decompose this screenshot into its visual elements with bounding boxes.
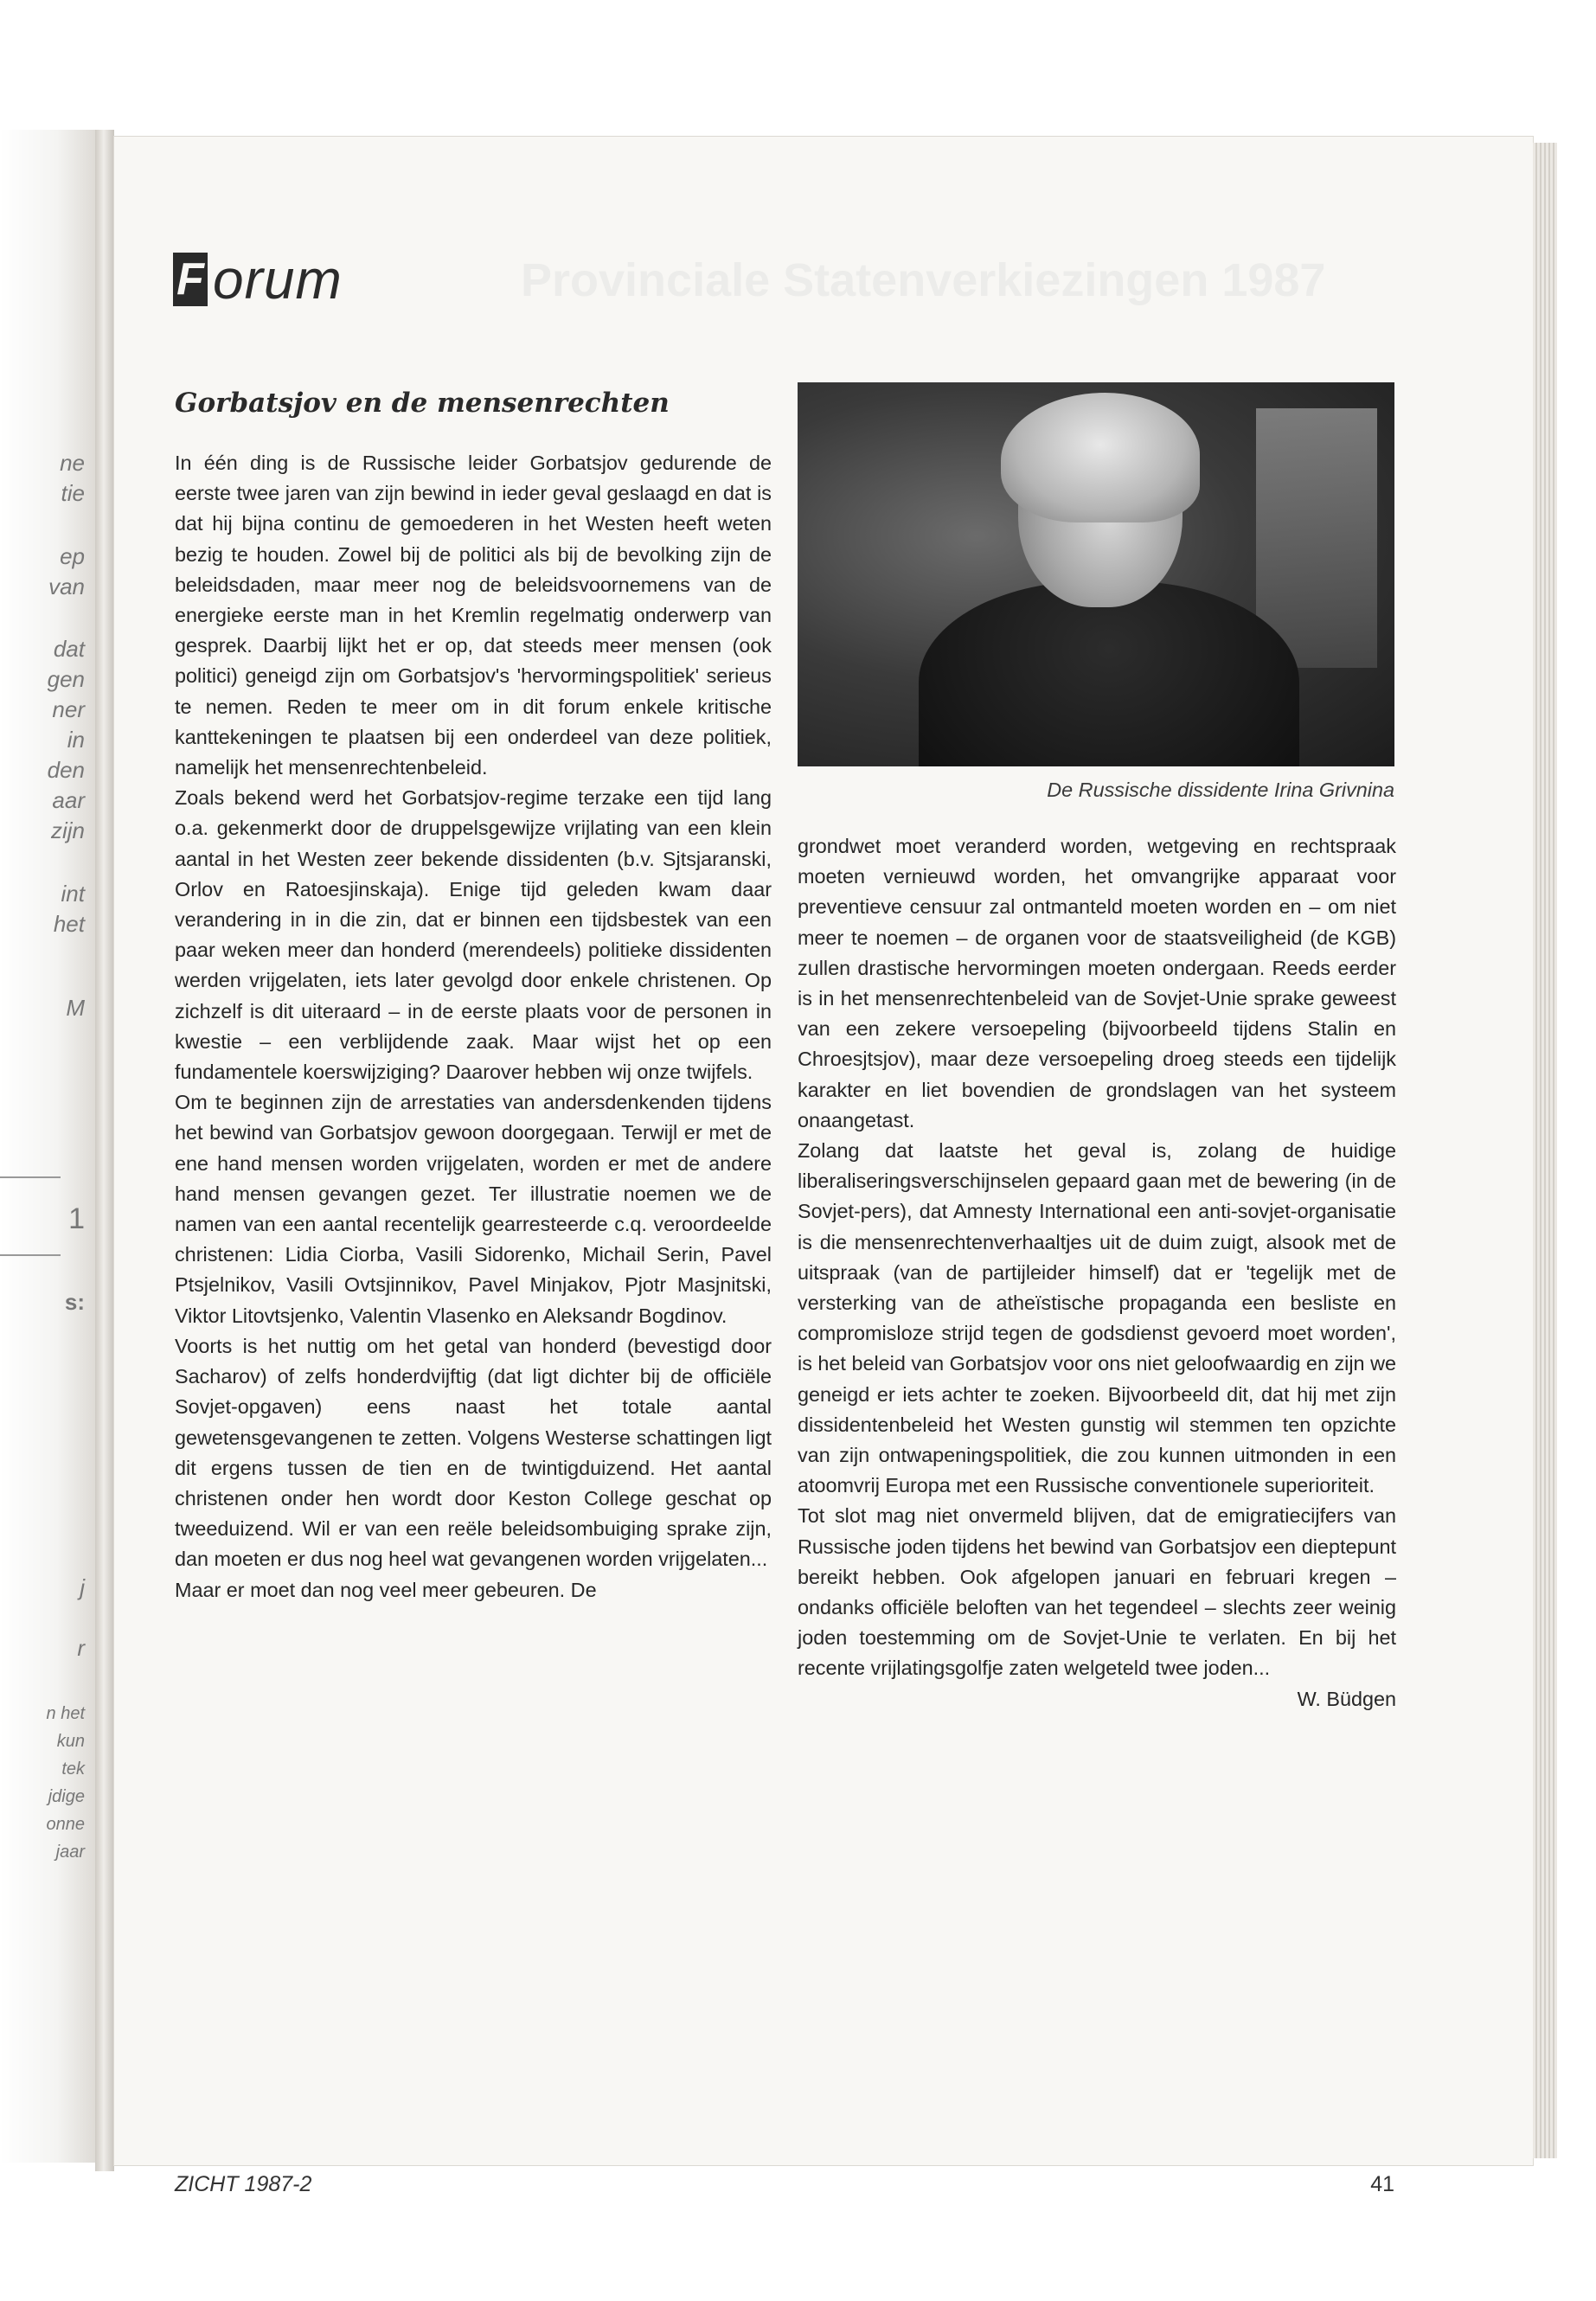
adjacent-page-edge <box>0 130 95 2163</box>
article-paragraph: In één ding is de Russische leider Gorbatsjov gedurende de eerste twee jaren van zijn bewind in ieder geval geslaagd en dat is dat hij bijna continu de gemoederen in het Westen heeft weten bezig te houden. Zowel bij de politici als bij de bevolking zijn de beleidsdaden, maar meer nog de beleidsvoornemens van de energieke eerste man in het Kremlin regelmatig onderwerp van gesprek. Daarbij lijkt het er op, dat steeds meer mensen (ook politici) geneigd zijn om Gorbatsjov's 'hervormingspolitiek' serieus te nemen. Reden te meer om in dit forum enkele kritische kanttekeningen te plaatsen bij een onderdeel van deze politiek, namelijk het mensenrechtenbeleid. <box>175 452 772 779</box>
adjacent-page-fragment: den <box>47 757 85 783</box>
adjacent-page-fragment: jdige <box>48 1787 85 1806</box>
adjacent-page-fragment: in <box>67 727 85 753</box>
adjacent-page-fragment: ne <box>60 450 85 476</box>
adjacent-page-fragment: dat <box>53 636 85 662</box>
adjacent-page-fragment: van <box>48 574 85 599</box>
photo-background-window <box>1256 408 1377 668</box>
adjacent-page-fragment: int <box>61 881 85 907</box>
adjacent-page-fragment: tek <box>61 1759 85 1779</box>
adjacent-page-fragment: n het <box>46 1704 85 1723</box>
adjacent-page-fragment: j <box>80 1574 85 1600</box>
adjacent-page-fragment: gen <box>47 666 85 692</box>
adjacent-page-fragment: kun <box>56 1732 85 1751</box>
adjacent-page-fragment: r <box>77 1635 85 1661</box>
book-spine <box>95 130 114 2171</box>
magazine-page <box>114 137 1533 2196</box>
adjacent-page-fragment: jaar <box>55 1843 85 1862</box>
adjacent-page-fragment: tie <box>61 480 85 506</box>
adjacent-page-fragment: het <box>53 911 85 937</box>
adjacent-page-fragment: M <box>66 995 85 1021</box>
adjacent-page-fragment: ep <box>60 543 85 569</box>
adjacent-page-fragment: ner <box>52 696 85 722</box>
forum-logo-letter: F <box>173 253 208 306</box>
author-signature: W. Büdgen <box>1297 1687 1396 1710</box>
bleed-through-title: Provinciale Statenverkiezingen 1987 <box>521 254 1326 306</box>
article-paragraph: Zoals bekend werd het Gorbatsjov-regime terzake een tijd lang o.a. gekenmerkt door de druppelsgewijze vrijlating van een klein aantal in het Westen zeer bekende dissidenten (b.v. Sjtsjaranski, Orlov en Ratoesjinskaja). Enige tijd geleden kwam daar verandering in in die zin, dat er binnen een tijdsbestek van een paar weken meer dan honderd (merendeels) politieke dissidenten werden vrijgelaten, iets later gevolgd door enkele christenen. Op zichzelf is dit uiteraard – in de eerste plaats voor de personen in kwestie – een verblijdende zaak. Maar wijst het op een fundamentele koerswijziging? Daarover hebben wij onze twijfels. <box>175 786 772 1084</box>
adjacent-page-fragment: 1 <box>68 1202 85 1235</box>
article-paragraph: Zolang dat laatste het geval is, zolang de huidige liberaliseringsverschijnselen gepaard gaan met de bewering (in de Sovjet-pers), dat Amnesty International een anti-sovjet-organisatie is die mensenrechtenverhaaltjes uit de duim zuigt, alsook met de uitspraak (van de partijleider himself) dat er 'tegelijk met de versterking van de atheïstische propaganda een besliste en compromisloze strijd tegen de godsdienst gevoerd moet worden', is het beleid van Gorbatsjov voor ons niet geloofwaardig en zijn we geneigd er iets achter te zoeken. Bijvoorbeeld dit, dat hij met zijn dissidentenbeleid het Westen gunstig wil stemmen ten opzichte van zijn ontwapeningspolitiek, die zou kunnen uitmonden in een atoomvrij Europa met een Russische conventionele superioriteit. <box>798 1139 1396 1497</box>
photo-caption: De Russische dissidente Irina Grivnina <box>1047 779 1394 801</box>
article-paragraph: Maar er moet dan nog veel meer gebeuren. De <box>175 1578 597 1601</box>
photo-figure-coat <box>919 581 1299 766</box>
adjacent-page-rule <box>0 1176 61 1178</box>
article-paragraph: Voorts is het nuttig om het getal van honderd (bevestigd door Sacharov) of zelfs honderdvijftig (dat ligt dichter bij de officiële Sovjet-opgaven) eens naast het totale aantal gewetensgevangenen te zetten. Volgens Westerse schattingen ligt dit ergens tussen de tien en de twintigduizend. Het aantal christenen onder hen wordt door Keston College geschat op tweeduizend. Wil er van een reële beleidsombuiging sprake zijn, dan moeten er dus nog heel wat gevangenen worden vrijgelaten... <box>175 1334 772 1571</box>
article-paragraph: Tot slot mag niet onvermeld blijven, dat de emigratiecijfers van Russische joden tijdens het bewind van Gorbatsjov een dieptepunt bereikt hebben. Ook afgelopen januari en februari kregen – ondanks officiële beloften van het tegendeel – slechts zeer weinig joden toestemming om de Sovjet-Unie te verlaten. En bij het recente vrijlatingsgolfje zaten welgeteld twee joden... <box>798 1504 1396 1680</box>
publication-footer: ZICHT 1987-2 <box>175 2172 312 2196</box>
article-column-left <box>175 448 772 1606</box>
adjacent-page-fragment: aar <box>52 787 85 813</box>
adjacent-page-fragment: s: <box>64 1289 85 1315</box>
adjacent-page-rule <box>0 1254 61 1256</box>
page-stack-edge <box>1533 143 1557 2158</box>
photo-figure-hair <box>1001 393 1200 522</box>
dissident-photo <box>798 382 1394 766</box>
forum-logo <box>173 245 343 314</box>
page-number: 41 <box>1370 2172 1394 2196</box>
forum-logo-word: orum <box>213 248 343 311</box>
article-column-right <box>798 831 1396 1715</box>
adjacent-page-fragment: onne <box>46 1815 85 1834</box>
article-title: Gorbatsjov en de mensenrechten <box>175 388 670 419</box>
article-paragraph: grondwet moet veranderd worden, wetgeving en rechtspraak moeten vernieuwd worden, het omvangrijke apparaat voor preventieve censuur zal ontmanteld moeten worden en – om niet meer te noemen – de organen voor de staatsveiligheid (de KGB) zullen drastische hervormingen moeten ondergaan. Reeds eerder is in het mensenrechtenbeleid van de Sovjet-Unie sprake geweest van een zekere versoepeling (bijvoorbeeld tijdens Stalin en Chroesjtsjov), maar deze versoepeling droeg steeds een tijdelijk karakter en liet bovendien de grondslagen van het systeem onaangetast. <box>798 835 1396 1131</box>
adjacent-page-fragment: zijn <box>50 817 85 843</box>
article-paragraph: Om te beginnen zijn de arrestaties van andersdenkenden tijdens het bewind van Gorbatsjov gewoon doorgegaan. Terwijl er met de ene hand mensen worden vrijgelaten, worden er met de andere hand mensen gevangen gezet. Ter illustratie noemen we de namen van een aantal recentelijk gearresteerde c.q. veroordeelde christenen: Lidia Ciorba, Vasili Sidorenko, Michail Serin, Pavel Ptsjelnikov, Vasili Ovtsjinnikov, Pavel Minjakov, Pjotr Masjnitski, Viktor Litovtsjenko, Valentin Vlasenko en Aleksandr Bogdinov. <box>175 1091 772 1327</box>
